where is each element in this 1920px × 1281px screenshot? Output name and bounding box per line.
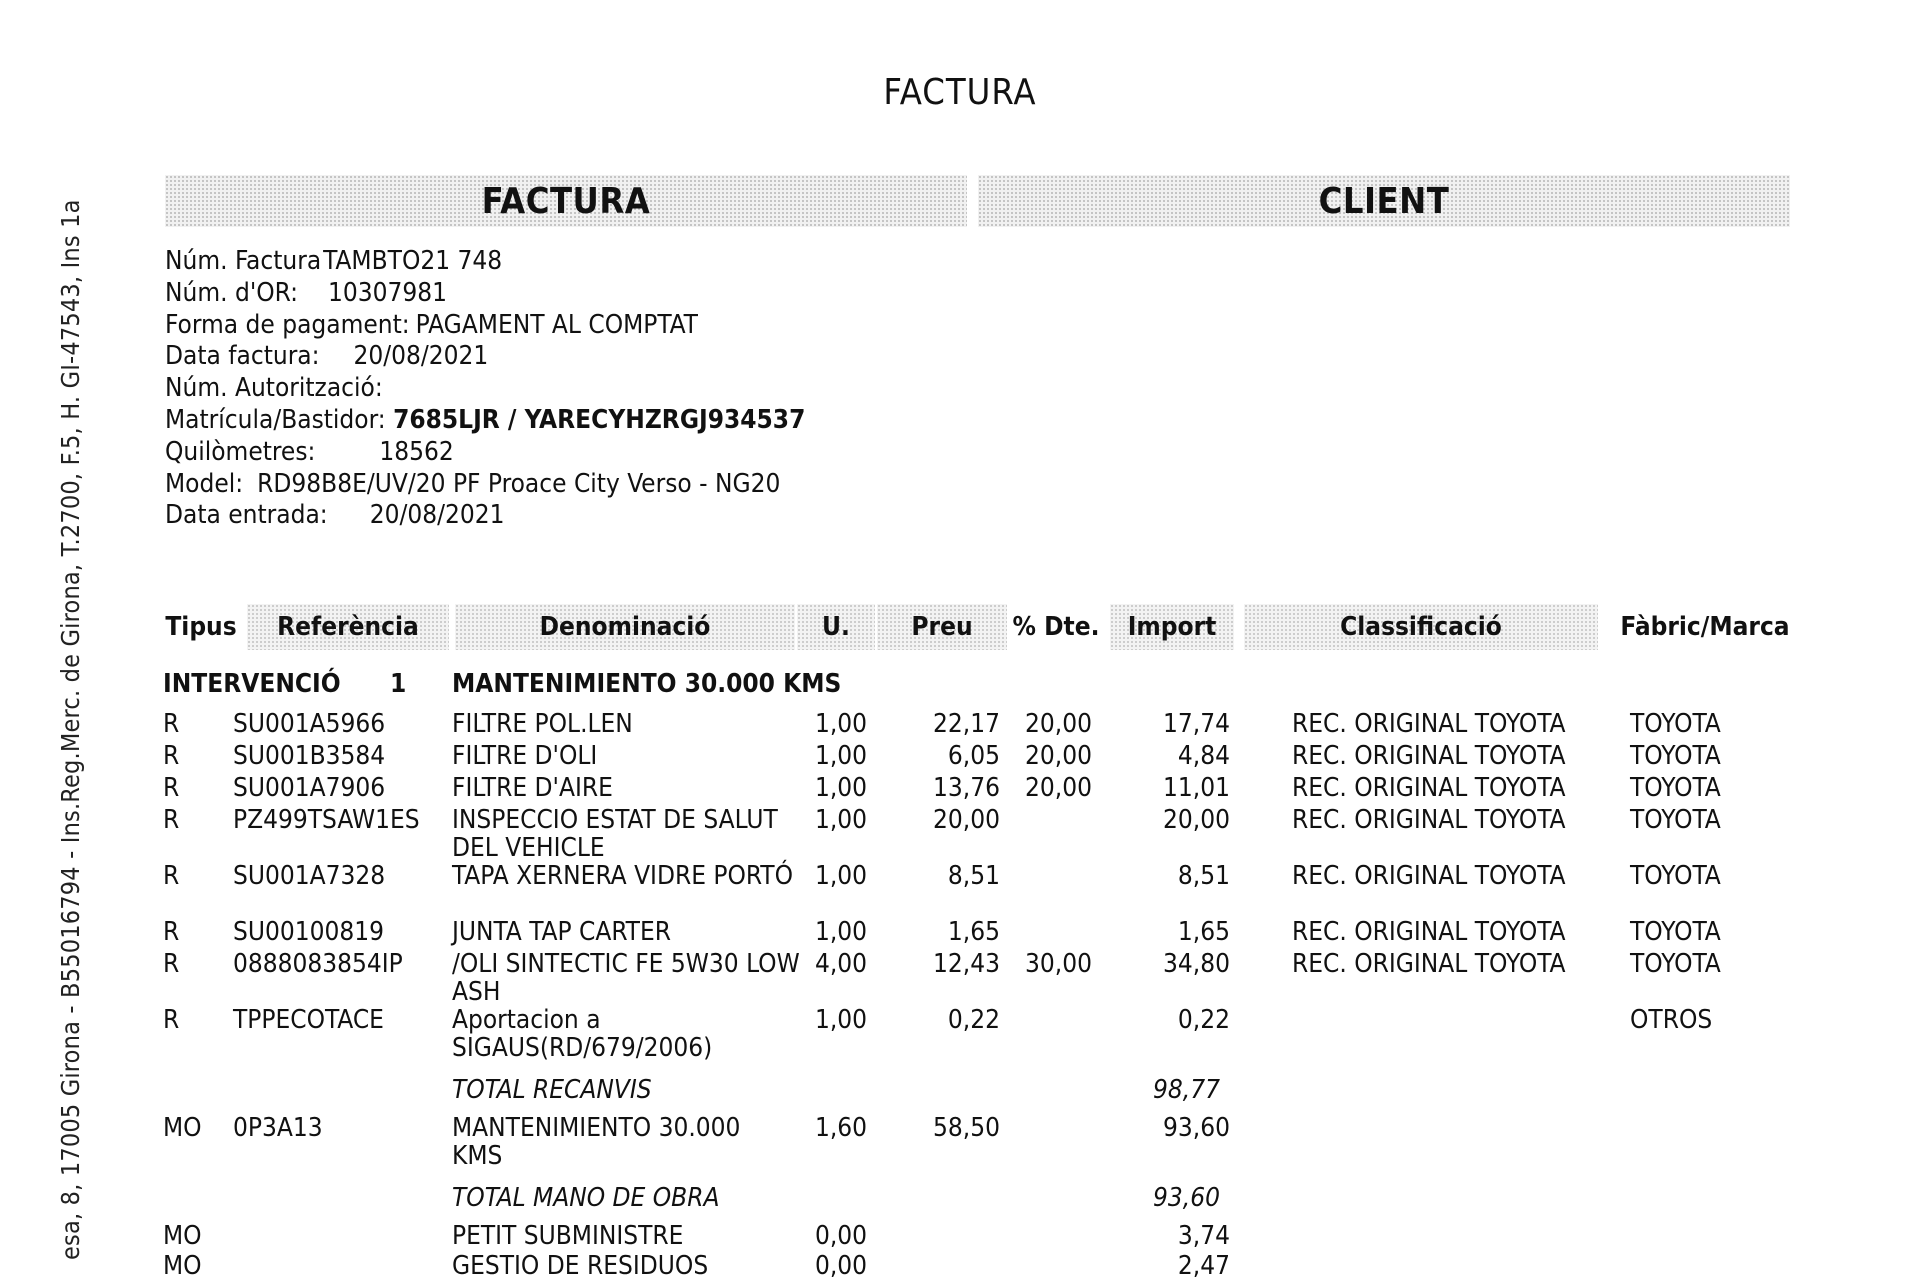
item-ref: SU001B3584 (233, 741, 386, 771)
item-marca: TOYOTA (1630, 917, 1721, 947)
col-header-units: U. (797, 604, 875, 650)
info-value: 20/08/2021 (353, 341, 489, 372)
item-import: 1,65 (1177, 917, 1230, 947)
item-import: 11,01 (1163, 773, 1230, 803)
item-discount: 20,00 (1025, 773, 1092, 803)
item-units: 1,00 (815, 709, 868, 739)
extra-import: 2,47 (1177, 1251, 1230, 1281)
item-import: 4,84 (1177, 741, 1230, 771)
col-header-tipus: Tipus (165, 612, 237, 642)
extra-units: 0,00 (815, 1251, 868, 1281)
info-label: Forma de pagament: (165, 309, 410, 340)
item-denom: FILTRE D'AIRE (452, 773, 613, 803)
info-value: TAMBTO21 748 (323, 246, 503, 276)
mo-preu: 58,50 (933, 1113, 1000, 1143)
item-preu: 6,05 (947, 741, 1000, 771)
info-row (165, 469, 805, 501)
item-marca: TOYOTA (1630, 861, 1721, 891)
info-row (165, 500, 805, 532)
info-value: 7685LJR / YARECYHZRGJ934537 (393, 404, 806, 435)
info-row (165, 310, 805, 342)
item-discount: 20,00 (1025, 741, 1092, 771)
item-tipus: R (163, 1005, 180, 1035)
item-units: 1,00 (815, 741, 868, 771)
total-mo-label: TOTAL MANO DE OBRA (452, 1183, 720, 1213)
info-value: 10307981 (327, 277, 448, 308)
item-classificacio: REC. ORIGINAL TOYOTA (1292, 773, 1566, 803)
item-tipus: R (163, 949, 180, 979)
item-preu: 0,22 (947, 1005, 1000, 1035)
mo-ref: 0P3A13 (233, 1113, 323, 1143)
client-band-label: CLIENT (1318, 180, 1450, 222)
mo-import: 93,60 (1163, 1113, 1230, 1143)
document-title: FACTURA (883, 72, 1037, 113)
item-tipus: R (163, 917, 180, 947)
col-header-preu: Preu (877, 604, 1007, 650)
extra-denom: PETIT SUBMINISTRE (452, 1221, 684, 1251)
info-value: 20/08/2021 (369, 500, 505, 531)
item-units: 1,00 (815, 773, 868, 803)
intervention-title: MANTENIMIENTO 30.000 KMS (452, 669, 842, 699)
item-classificacio: REC. ORIGINAL TOYOTA (1292, 917, 1566, 947)
item-import: 34,80 (1163, 949, 1230, 979)
info-value: RD98B8E/UV/20 PF Proace City Verso - NG20 (257, 468, 781, 499)
item-marca: TOYOTA (1630, 709, 1721, 739)
item-units: 1,00 (815, 917, 868, 947)
client-band (978, 175, 1790, 227)
item-ref: SU001A7906 (233, 773, 386, 803)
info-label: Data factura: (165, 341, 320, 372)
invoice-info (165, 246, 805, 532)
item-import: 17,74 (1163, 709, 1230, 739)
item-units: 1,00 (815, 805, 868, 835)
col-header-denominacio: Denominació (455, 604, 795, 650)
info-label: Núm. Factura (165, 246, 322, 276)
info-row (165, 278, 805, 310)
item-preu: 20,00 (933, 805, 1000, 835)
item-import: 0,22 (1177, 1005, 1230, 1035)
item-preu: 1,65 (947, 917, 1000, 947)
item-tipus: R (163, 709, 180, 739)
col-header-import: Import (1110, 604, 1234, 650)
intervention-number: 1 (390, 669, 407, 699)
item-denom: TAPA XERNERA VIDRE PORTÓ (452, 861, 793, 891)
mo-units: 1,60 (815, 1113, 868, 1143)
col-header-fabric-marca: Fàbric/Marca (1620, 612, 1790, 642)
item-ref: SU001A7328 (233, 861, 386, 891)
extra-denom: GESTIO DE RESIDUOS (452, 1251, 709, 1281)
item-denom: Aportacion a SIGAUS(RD/679/2006) (452, 1005, 713, 1063)
item-classificacio: REC. ORIGINAL TOYOTA (1292, 949, 1566, 979)
info-label: Núm. d'OR: (165, 277, 298, 308)
item-classificacio: REC. ORIGINAL TOYOTA (1292, 741, 1566, 771)
col-header-classificacio: Classificació (1244, 604, 1598, 650)
item-import: 20,00 (1163, 805, 1230, 835)
item-preu: 12,43 (933, 949, 1000, 979)
mo-denom: MANTENIMIENTO 30.000 KMS (452, 1113, 741, 1171)
item-discount: 20,00 (1025, 709, 1092, 739)
total-recanvis-label: TOTAL RECANVIS (452, 1075, 652, 1105)
extra-units: 0,00 (815, 1221, 868, 1251)
item-ref: SU00100819 (233, 917, 385, 947)
col-header-discount: % Dte. (1012, 612, 1100, 642)
factura-band (165, 175, 967, 227)
info-row (165, 246, 805, 278)
info-row (165, 373, 805, 405)
info-label: Data entrada: (165, 500, 328, 531)
item-denom: JUNTA TAP CARTER (452, 917, 671, 947)
item-ref: 0888083854IP (233, 949, 403, 979)
item-denom: FILTRE POL.LEN (452, 709, 633, 739)
factura-band-label: FACTURA (481, 180, 651, 222)
item-units: 1,00 (815, 861, 868, 891)
info-value: 18562 (379, 436, 454, 467)
item-denom: INSPECCIO ESTAT DE SALUT DEL VEHICLE (452, 805, 778, 863)
extra-import: 3,74 (1177, 1221, 1230, 1251)
item-denom: FILTRE D'OLI (452, 741, 598, 771)
info-row (165, 341, 805, 373)
item-import: 8,51 (1177, 861, 1230, 891)
extra-tipus: MO (163, 1221, 202, 1251)
item-marca: TOYOTA (1630, 805, 1721, 835)
total-recanvis-value: 98,77 (1153, 1075, 1220, 1105)
item-tipus: R (163, 861, 180, 891)
item-ref: PZ499TSAW1ES (233, 805, 420, 835)
item-marca: TOYOTA (1630, 949, 1721, 979)
item-tipus: R (163, 773, 180, 803)
item-classificacio: REC. ORIGINAL TOYOTA (1292, 709, 1566, 739)
item-classificacio: REC. ORIGINAL TOYOTA (1292, 861, 1566, 891)
item-ref: TPPECOTACE (233, 1005, 384, 1035)
extra-tipus: MO (163, 1251, 202, 1281)
item-discount: 30,00 (1025, 949, 1092, 979)
item-units: 4,00 (815, 949, 868, 979)
item-marca: TOYOTA (1630, 741, 1721, 771)
info-label: Matrícula/Bastidor: (165, 404, 386, 435)
item-units: 1,00 (815, 1005, 868, 1035)
info-value: PAGAMENT AL COMPTAT (415, 309, 698, 340)
info-label: Model: (165, 468, 244, 499)
item-marca: TOYOTA (1630, 773, 1721, 803)
registry-sidebar-text: esa, 8, 17005 Girona - B55016794 - Ins.Reg.Merc. de Girona, T.2700, F.5, H. GI-47543, Ins 1a (56, 199, 85, 1260)
item-marca: OTROS (1630, 1005, 1713, 1035)
intervention-label: INTERVENCIÓ (163, 669, 341, 699)
info-label: Quilòmetres: (165, 436, 316, 467)
mo-tipus: MO (163, 1113, 202, 1143)
total-mo-value: 93,60 (1153, 1183, 1220, 1213)
info-row (165, 437, 805, 469)
item-preu: 22,17 (933, 709, 1000, 739)
item-classificacio: REC. ORIGINAL TOYOTA (1292, 805, 1566, 835)
info-row (165, 405, 805, 437)
item-preu: 8,51 (947, 861, 1000, 891)
item-tipus: R (163, 805, 180, 835)
item-tipus: R (163, 741, 180, 771)
item-preu: 13,76 (933, 773, 1000, 803)
info-label: Núm. Autorització: (165, 373, 383, 404)
col-header-referencia: Referència (247, 604, 449, 650)
item-ref: SU001A5966 (233, 709, 386, 739)
item-denom: /OLI SINTECTIC FE 5W30 LOW ASH (452, 949, 800, 1007)
